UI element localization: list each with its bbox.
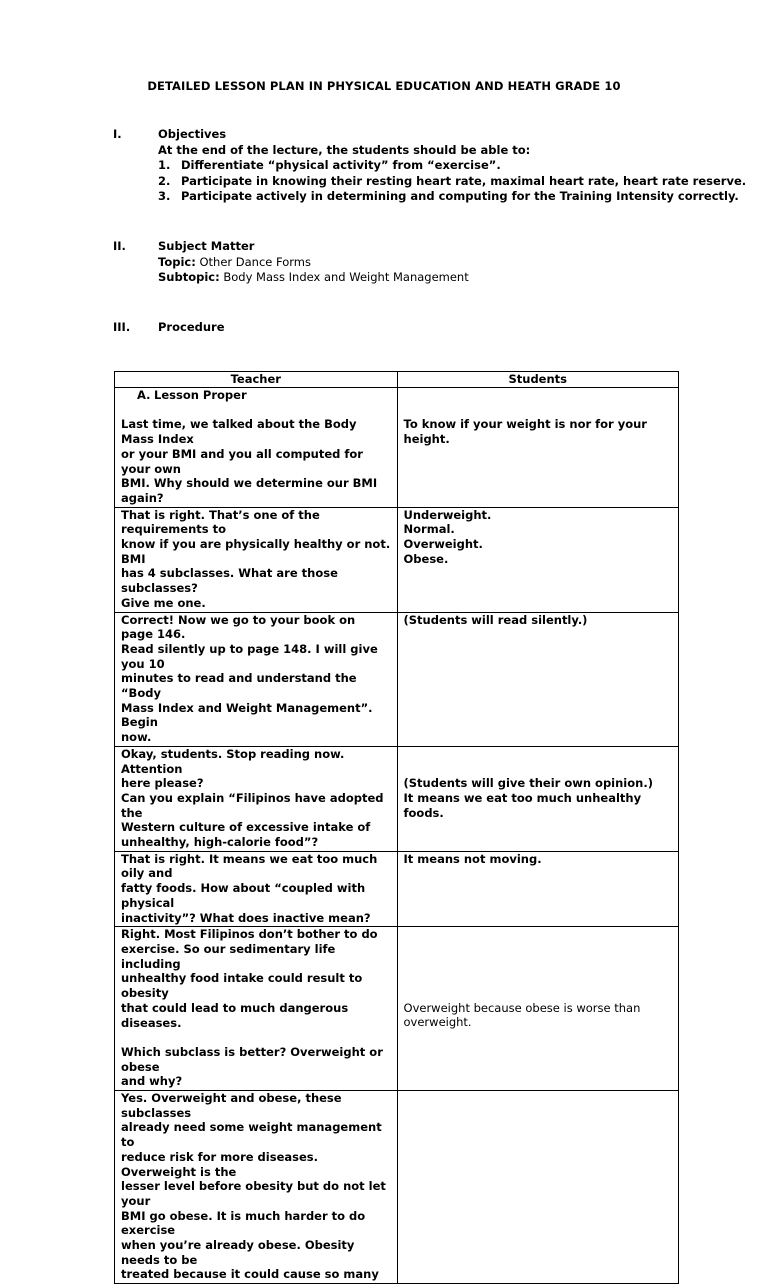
students-cell: To know if your weight is nor for your height. [397,388,678,508]
lesson-proper-heading: A. Lesson Proper [137,388,247,402]
objectives-list [158,158,746,205]
list-item: 1. Differentiate “physical activity” from “exercise”. [158,158,501,172]
table-row [115,746,679,851]
objectives-intro: At the end of the lecture, the students should be able to: [158,142,531,157]
section-number: I. [113,127,122,141]
students-cell [397,1091,678,1284]
section-heading: Procedure [158,320,225,334]
teacher-cell: That is right. It means we eat too much oily and fatty foods. How about “coupled with physical inactivity”? What does inactive mean? [115,851,398,927]
students-cell: (Students will give their own opinion.) It means we eat too much unhealthy foods. [397,746,678,851]
section-heading: Objectives [158,127,227,141]
teacher-cell: Correct! Now we go to your book on page 146. Read silently up to page 148. I will give you 10 minutes to read and understand the “Body Mass Index and Weight Management”. Begin now. [115,612,398,746]
teacher-cell: That is right. That’s one of the requirements to know if you are physically healthy or not. BMI has 4 subclasses. What are those subclasses? Give me one. [115,507,398,612]
students-cell: Overweight because obese is worse than overweight. [397,927,678,1091]
topic-line: Topic: Other Dance Forms [158,254,311,269]
students-cell: Underweight. Normal. Overweight. Obese. [397,507,678,612]
table-header-row [115,372,679,388]
section-number: II. [113,239,126,253]
subtopic-line: Subtopic: Body Mass Index and Weight Management [158,270,469,284]
table-row [115,388,679,508]
table-row [115,927,679,1091]
document-title: DETAILED LESSON PLAN IN PHYSICAL EDUCATION AND HEATH GRADE 10 [147,79,621,93]
table-row [115,507,679,612]
students-cell: (Students will read silently.) [397,612,678,746]
section-heading: Subject Matter [158,239,255,253]
teacher-cell: Yes. Overweight and obese, these subclasses already need some weight management to reduce risk for more diseases. Overweight is the lesser level before obesity but do not let your BMI go obese. It is much harder to do exercise when you’re already obese. Obesity needs to be treated because it could cause so many [115,1091,398,1284]
list-item: 3. Participate actively in determining and computing for the Training Intensity correctly. [158,189,739,203]
table-row [115,612,679,746]
teacher-column-header: Teacher [115,372,398,388]
students-column-header: Students [397,372,678,388]
teacher-cell: A. Lesson Proper Last time, we talked about the Body Mass Index or your BMI and you all computed for your own BMI. Why should we determine our BMI again? [115,388,398,508]
table-row [115,851,679,927]
procedure-table [114,371,679,1284]
section-number: III. [113,320,131,334]
table-row [115,1091,679,1284]
list-item: 2. Participate in knowing their resting heart rate, maximal heart rate, heart rate reserve. [158,173,747,188]
teacher-cell: Right. Most Filipinos don’t bother to do exercise. So our sedimentary life including unhealthy food intake could result to obesity that could lead to much dangerous diseases. Which subclass is better? Overweight or obese and why? [115,927,398,1091]
teacher-cell: Okay, students. Stop reading now. Attention here please? Can you explain “Filipinos have adopted the Western culture of excessive intake of unhealthy, high-calorie food”? [115,746,398,851]
students-cell: It means not moving. [397,851,678,927]
